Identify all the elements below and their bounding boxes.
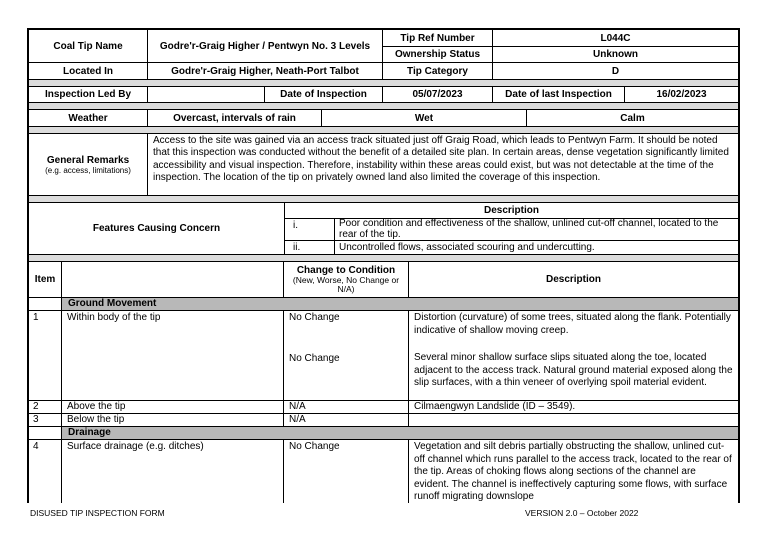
item-description: Several minor shallow surface slips situated along the toe, located adjacent to the access track. Natural ground material exposed along the slip surfaces, with a thin veneer of overlying spoil material evident.	[414, 352, 733, 388]
weather-sky-value: Overcast, intervals of rain	[148, 110, 322, 127]
tip-ref-number-value: L044C	[493, 30, 738, 47]
separator-bar	[29, 196, 738, 203]
feature-item-text: Uncontrolled flows, associated scouring and undercutting.	[335, 241, 738, 255]
general-remarks-row	[29, 134, 738, 196]
located-in-label: Located In	[29, 63, 148, 80]
feature-item-text: Poor condition and effectiveness of the shallow, unlined cut-off channel, located to the rear of the tip.	[335, 219, 738, 241]
item-description-cell	[409, 311, 738, 401]
date-of-inspection-value: 05/07/2023	[383, 87, 493, 103]
item-change: No Change	[289, 312, 340, 323]
tip-category-value: D	[493, 63, 738, 80]
features-description-header: Description	[285, 203, 738, 219]
coal-tip-name-label: Coal Tip Name	[29, 30, 148, 63]
located-in-value: Godre'r-Graig Higher, Neath-Port Talbot	[148, 63, 383, 80]
item-change-cell	[284, 311, 409, 401]
feature-item-row	[285, 241, 738, 255]
items-header-description: Description	[409, 262, 738, 298]
separator-bar	[29, 127, 738, 134]
items-header-change: Change to Condition	[296, 264, 396, 276]
feature-item-num: ii.	[285, 241, 335, 255]
feature-item-num: i.	[285, 219, 335, 241]
items-header-item: Item	[29, 262, 62, 298]
item-description: Vegetation and silt debris partially obstructing the shallow, unlined cut-off channel which runs parallel to the access track, located to the rear of the tip. Areas of choking flows along sections of the channel are evident. The channel is ineffectively capturing some flows, with surface runoff migrating downslope	[414, 441, 732, 502]
item-number: 2	[29, 401, 62, 414]
weather-row	[29, 110, 738, 127]
feature-item-row	[285, 219, 738, 241]
ownership-status-label: Ownership Status	[383, 47, 493, 63]
item-change: N/A	[284, 414, 409, 427]
section-bar-title: Drainage	[62, 427, 738, 440]
header-row-located	[29, 63, 738, 80]
weather-wind-value: Calm	[527, 110, 738, 127]
weather-label: Weather	[29, 110, 148, 127]
section-bar-title: Ground Movement	[62, 298, 738, 311]
date-of-inspection-label: Date of Inspection	[265, 87, 383, 103]
item-number: 1	[29, 311, 62, 401]
coal-tip-name-value: Godre'r-Graig Higher / Pentwyn No. 3 Levels	[148, 30, 383, 63]
separator-bar	[29, 80, 738, 87]
item-change: N/A	[284, 401, 409, 414]
features-causing-concern-label: Features Causing Concern	[29, 203, 285, 255]
header-row-top	[29, 30, 738, 63]
general-remarks-label-cell	[29, 134, 148, 196]
weather-ground-value: Wet	[322, 110, 527, 127]
item-description	[409, 414, 738, 427]
item-description: Distortion (curvature) of some trees, situated along the flank. Potentially indicative of shallow moving creep.	[414, 312, 731, 336]
general-remarks-text: Access to the site was gained via an access track situated just off Graig Road, which leads to Pentwyn Farm. It should be noted that this inspection was conducted without the benefit of a detailed site plan. In certain areas, dense vegetation significantly limited accessibility and visual inspection. Therefore, instability within these areas could exist, but was not detectable at the time of the inspection. The location of the tip on privately owned land also limited the coverage of this inspection.	[148, 134, 738, 196]
item-change: No Change	[289, 352, 340, 364]
items-header-blank	[62, 262, 284, 298]
general-remarks-sublabel: (e.g. access, limitations)	[45, 165, 131, 175]
footer-version: VERSION 2.0 – October 2022	[525, 508, 639, 518]
date-of-last-inspection-value: 16/02/2023	[625, 87, 738, 103]
features-right-stack	[285, 203, 738, 255]
date-of-last-inspection-label: Date of last Inspection	[493, 87, 625, 103]
item-row-4	[29, 440, 738, 503]
item-row-2	[29, 401, 738, 414]
ownership-status-value: Unknown	[493, 47, 738, 63]
item-name: Above the tip	[62, 401, 284, 414]
section-bar-item-cell	[29, 298, 62, 311]
item-name: Within body of the tip	[62, 311, 284, 401]
footer-form-title: DISUSED TIP INSPECTION FORM	[30, 508, 165, 518]
disused-tip-inspection-form	[27, 28, 740, 503]
item-number: 4	[29, 440, 62, 503]
items-table-header	[29, 262, 738, 298]
section-bar-item-cell	[29, 427, 62, 440]
tip-category-label: Tip Category	[383, 63, 493, 80]
tip-ref-number-label: Tip Ref Number	[383, 30, 493, 47]
inspection-row	[29, 87, 738, 103]
item-description: Cilmaengwyn Landslide (ID – 3549).	[409, 401, 738, 414]
item-name: Surface drainage (e.g. ditches)	[62, 440, 284, 503]
section-bar-drainage	[29, 427, 738, 440]
item-name: Below the tip	[62, 414, 284, 427]
inspection-led-by-label: Inspection Led By	[29, 87, 148, 103]
item-row-3	[29, 414, 738, 427]
item-change: No Change	[284, 440, 409, 503]
general-remarks-label: General Remarks	[46, 154, 130, 166]
inspection-led-by-value	[148, 87, 265, 103]
items-header-change-cell	[284, 262, 409, 298]
header-right-stack	[383, 30, 738, 63]
separator-bar	[29, 255, 738, 262]
separator-bar	[29, 103, 738, 110]
features-causing-concern	[29, 203, 738, 255]
section-bar-ground-movement	[29, 298, 738, 311]
item-row-1	[29, 311, 738, 401]
item-number: 3	[29, 414, 62, 427]
items-header-change-sub: (New, Worse, No Change or N/A)	[292, 274, 400, 294]
